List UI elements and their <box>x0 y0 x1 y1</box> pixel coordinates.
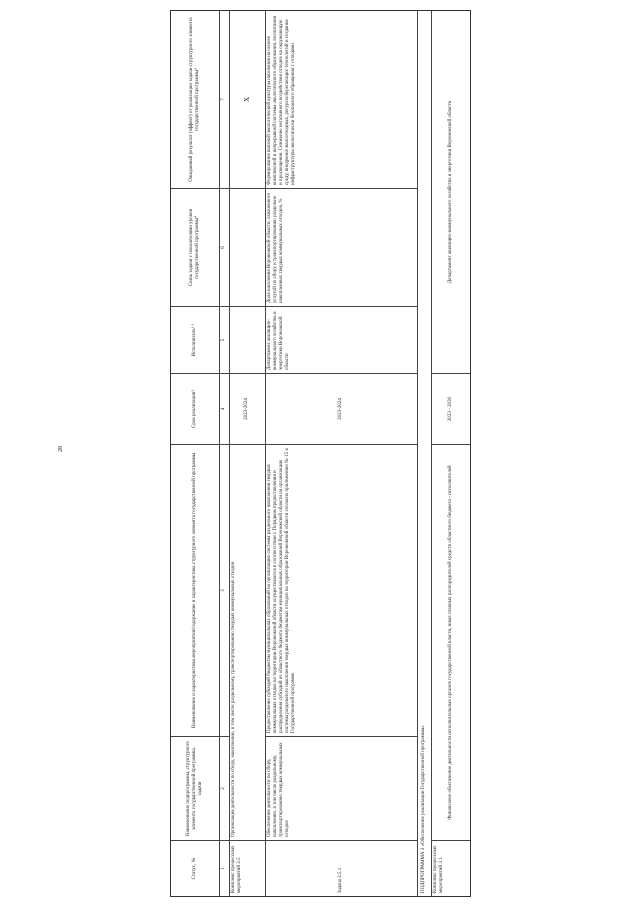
header-indicator: Связь задачи с показателями уровня государственной программы⁴ <box>171 188 219 306</box>
complex-2-5-result: Х <box>243 96 251 103</box>
complex-3-1-status: Комплекс процессных мероприятий 3.1 <box>431 840 470 896</box>
task-2-5-1-term: 2023-2024 <box>265 373 417 444</box>
task-2-5-1-status: Задача 2.5.1 <box>265 840 417 896</box>
program-table <box>170 10 471 897</box>
task-2-5-1-result: Формирование высокой экологической культуры населения на основе комплексной и непрерывной системы экологического образования, воспитания и просвещения. Снижение негативного воздействия отходов на окружающую среду, внедрение малоотходных, ресурсосберегающих технологий и создание инфраструктуры экологически безопасного обращения с отходами <box>267 15 296 185</box>
task-2-5-1-description: Предоставление субсидий бюджетам муниципальных образований на организацию системы раздельного накопления твердых коммунальных отходов на территории Воронежской области осуществляется в соответствии с Порядком предоставления и распределения субсидий из областного бюджета бюджетам муниципальных образований Воронежской области на организацию системы раздельного накопления твердых коммунальных отходов на территории Воронежской области согласно приложению № 15 к Государственной программе <box>265 444 417 736</box>
header-result: Ожидаемый результат (эффект) от реализации задачи структурного элемента государственной программы⁵ <box>189 17 200 182</box>
column-number: 3 <box>219 444 229 736</box>
column-number: 6 <box>219 188 229 306</box>
table-header-row <box>171 11 220 896</box>
task-2-5-1-name: Обеспечение деятельности по сбору, накоплению, в том числе раздельному, транспортированию твердых коммунальных отходов <box>265 736 417 840</box>
header-description: Наименование и характеристика мероприятия/содержание и характеристика структурного элемента государственной программы <box>171 444 219 736</box>
table-row-complex-2-5 <box>229 11 266 896</box>
header-term: Срок реализации² <box>171 373 219 444</box>
table-row-task-2-5-1 <box>265 11 418 896</box>
complex-2-5-indicator <box>229 188 265 306</box>
column-number: 5 <box>219 306 229 373</box>
task-2-5-1-indicator: Доля населения Воронежской области, охваченного услугой по сбору и транспортированию раздельно накопленных твердых коммунальных отходов, % <box>265 188 417 306</box>
header-name: Наименование подпрограммы, структурного элемента государственной программы, задачи <box>171 736 219 840</box>
column-number: 2 <box>219 736 229 840</box>
complex-2-5-title: Организация деятельности по сбору, накоплению, в том числе раздельному, транспортированию твердых коммунальных отходов <box>229 444 265 840</box>
table-row-complex-3-1 <box>431 11 470 896</box>
column-number: 4 <box>219 373 229 444</box>
column-number: 7 <box>221 98 226 101</box>
header-status: Статус, № <box>171 840 219 896</box>
complex-2-5-status: Комплекс процессных мероприятий 2.5 <box>229 840 265 896</box>
complex-3-1-term: 2023 - 2030 <box>431 373 470 444</box>
complex-3-1-executor: Департамент жилищно-коммунального хозяйства и энергетики Воронежской области <box>447 100 453 284</box>
table-row-subprogram-3 <box>417 11 432 896</box>
subprogram-3-title: ПОДПРОГРАММА 3 «Обеспечение реализации Государственной программы» <box>421 725 426 893</box>
complex-3-1-title: Финансовое обеспечение деятельности исполнительных органов государственной власти, иных главных распорядителей средств областного бюджета - исполнителей <box>431 444 470 840</box>
page-number: 28 <box>58 446 64 452</box>
complex-2-5-term: 2023-2024 <box>229 373 265 444</box>
column-number: 1 <box>219 840 229 896</box>
task-2-5-1-executor: Департамент жилищно-коммунального хозяйства и энергетики Воронежской области <box>265 306 417 373</box>
complex-2-5-executor <box>229 306 265 373</box>
header-executor: Исполнитель³·³ <box>171 306 219 373</box>
